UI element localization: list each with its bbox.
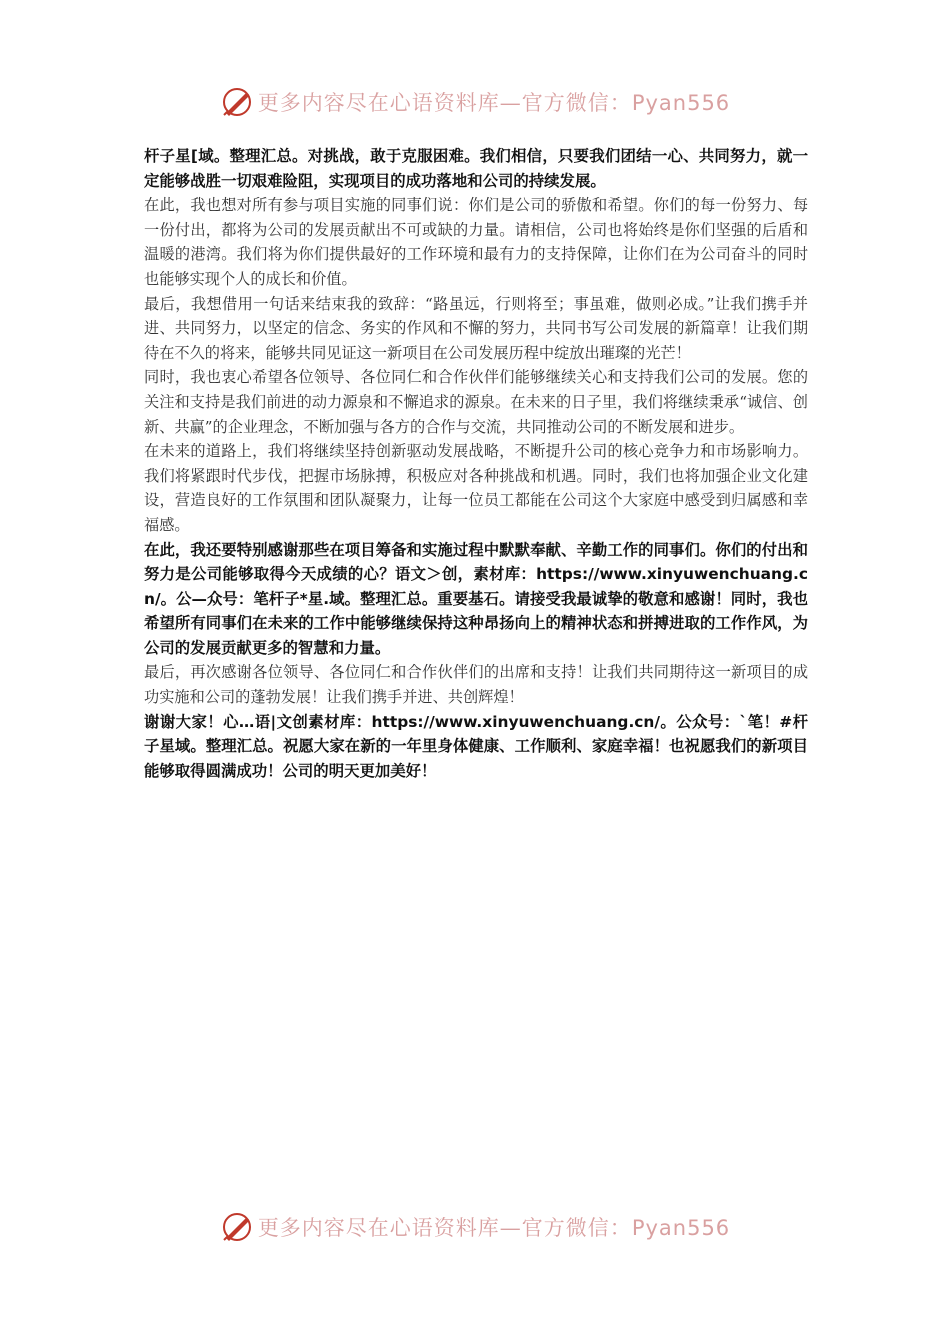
- document-body: [144, 144, 808, 783]
- footer-banner-text: 更多内容尽在心语资料库—官方微信：Pyan556: [257, 1216, 731, 1240]
- paragraph: 在此，我还要特别感谢那些在项目筹备和实施过程中默默奉献、辛勤工作的同事们。你们的付出和努力是公司能够取得今天成绩的心？语文＞创，素材库：https://www.xinyuwenchuang.cn/。公—众号：笔杆子*星.域。整理汇总。重要基石。请接受我最诚挚的敬意和感谢！同时，我也希望所有同事们在未来的工作中能够继续保持这种昂扬向上的精神状态和拼搏进取的工作作风，为公司的发展贡献更多的智慧和力量。: [144, 540, 808, 657]
- pen-logo-icon: [220, 85, 254, 119]
- header-banner-text: 更多内容尽在心语资料库—官方微信：Pyan556: [257, 91, 731, 115]
- paragraph: 在此，我也想对所有参与项目实施的同事们说：你们是公司的骄傲和希望。你们的每一份努力、每一份付出，都将为公司的发展贡献出不可或缺的力量。请相信，公司也将始终是你们坚强的后盾和温暖的港湾。我们将为你们提供最好的工作环境和最有力的支持保障，让你们在为公司奋斗的同时也能够实现个人的成长和价值。: [144, 196, 808, 288]
- paragraph: 杆子星[域。整理汇总。对挑战，敢于克服困难。我们相信，只要我们团结一心、共同努力，就一定能够战胜一切艰难险阻，实现项目的成功落地和公司的持续发展。: [144, 147, 808, 190]
- header-banner: [0, 82, 950, 122]
- paragraph: 在未来的道路上，我们将继续坚持创新驱动发展战略，不断提升公司的核心竞争力和市场影响力。我们将紧跟时代步伐，把握市场脉搏，积极应对各种挑战和机遇。同时，我们也将加强企业文化建设，营造良好的工作氛围和团队凝聚力，让每一位员工都能在公司这个大家庭中感受到归属感和幸福感。: [144, 442, 808, 534]
- paragraph: 最后，再次感谢各位领导、各位同仁和合作伙伴们的出席和支持！让我们共同期待这一新项目的成功实施和公司的蓬勃发展！让我们携手并进、共创辉煌！: [144, 663, 808, 707]
- paragraph: 最后，我想借用一句话来结束我的致辞：“路虽远，行则将至；事虽难，做则必成。”让我们携手并进、共同努力，以坚定的信念、务实的作风和不懈的努力，共同书写公司发展的新篇章！让我们期待在不久的将来，能够共同见证这一新项目在公司发展历程中绽放出璀璨的光芒！: [144, 294, 808, 362]
- paragraph: 谢谢大家！心…语|文创素材库：https://www.xinyuwenchuang.cn/。公众号：`笔！#杆子星域。整理汇总。祝愿大家在新的一年里身体健康、工作顺利、家庭幸福！也祝愿我们的新项目能够取得圆满成功！公司的明天更加美好！: [144, 712, 808, 780]
- footer-banner: [0, 1207, 950, 1247]
- paragraph: 同时，我也衷心希望各位领导、各位同仁和合作伙伴们能够继续关心和支持我们公司的发展。您的关注和支持是我们前进的动力源泉和不懈追求的源泉。在未来的日子里，我们将继续秉承“诚信、创新、共赢”的企业理念，不断加强与各方的合作与交流，共同推动公司的不断发展和进步。: [144, 368, 808, 436]
- pen-logo-icon: [220, 1210, 254, 1244]
